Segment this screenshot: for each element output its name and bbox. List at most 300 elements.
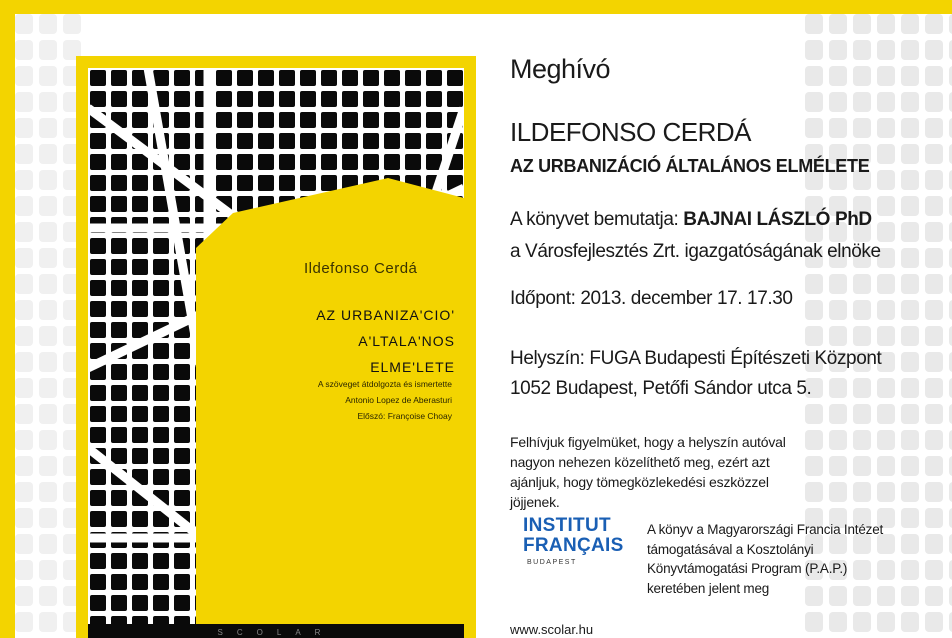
map-block	[279, 175, 295, 191]
background-block	[925, 326, 943, 346]
background-block	[901, 612, 919, 632]
background-block	[901, 482, 919, 502]
background-block	[877, 274, 895, 294]
map-block	[153, 259, 169, 275]
map-block	[111, 574, 127, 590]
background-block	[829, 66, 847, 86]
map-block	[90, 553, 106, 569]
background-block	[925, 378, 943, 398]
background-block	[901, 144, 919, 164]
map-block	[426, 133, 442, 149]
book-cover-credits	[272, 376, 452, 424]
map-block	[174, 469, 190, 485]
map-block	[363, 91, 379, 107]
background-block	[39, 404, 57, 424]
map-block	[174, 406, 190, 422]
background-block	[15, 352, 33, 372]
background-block	[15, 586, 33, 606]
map-block	[90, 322, 106, 338]
background-block	[15, 222, 33, 242]
map-block	[300, 112, 316, 128]
background-block	[39, 430, 57, 450]
background-block	[853, 456, 871, 476]
background-block	[15, 508, 33, 528]
background-block	[853, 404, 871, 424]
background-block	[15, 482, 33, 502]
background-block	[829, 326, 847, 346]
map-block	[153, 427, 169, 443]
background-block	[829, 118, 847, 138]
background-block	[877, 170, 895, 190]
background-block	[805, 66, 823, 86]
map-block	[153, 70, 169, 86]
map-block	[447, 91, 463, 107]
map-block	[300, 91, 316, 107]
map-block	[132, 406, 148, 422]
background-block	[877, 196, 895, 216]
book-cover-credit-line: A szöveget átdolgozta és ismertette	[317, 379, 452, 389]
background-block	[853, 482, 871, 502]
map-block	[321, 133, 337, 149]
background-block	[15, 66, 33, 86]
background-block	[877, 222, 895, 242]
background-block	[15, 118, 33, 138]
background-block	[15, 326, 33, 346]
map-block	[90, 238, 106, 254]
logo-line: INSTITUT	[523, 515, 611, 536]
background-block	[39, 14, 57, 34]
background-block	[15, 170, 33, 190]
map-block	[132, 574, 148, 590]
background-block	[15, 612, 33, 632]
presenter-prefix: A könyvet bemutatja:	[510, 209, 684, 230]
map-block	[111, 427, 127, 443]
background-block	[853, 92, 871, 112]
background-block	[39, 612, 57, 632]
map-block	[90, 70, 106, 86]
background-block	[877, 430, 895, 450]
background-block	[901, 196, 919, 216]
background-block	[853, 66, 871, 86]
map-block	[90, 595, 106, 611]
background-block	[805, 274, 823, 294]
background-block	[901, 14, 919, 34]
background-block	[829, 92, 847, 112]
background-block	[901, 586, 919, 606]
map-block	[90, 427, 106, 443]
background-block	[925, 118, 943, 138]
background-block	[39, 534, 57, 554]
background-block	[39, 456, 57, 476]
map-block	[321, 175, 337, 191]
map-block	[258, 112, 274, 128]
map-block	[258, 133, 274, 149]
background-block	[829, 14, 847, 34]
book-cover-author: Ildefonso Cerdá	[304, 260, 418, 277]
map-block	[426, 91, 442, 107]
map-block	[132, 91, 148, 107]
background-block	[925, 508, 943, 528]
map-block	[174, 154, 190, 170]
background-block	[901, 352, 919, 372]
map-block	[321, 70, 337, 86]
background-block	[925, 14, 943, 34]
background-block	[925, 482, 943, 502]
background-block	[39, 40, 57, 60]
map-block	[90, 574, 106, 590]
map-block	[132, 175, 148, 191]
map-block	[153, 343, 169, 359]
background-block	[877, 326, 895, 346]
invitation-heading: Meghívó	[510, 54, 611, 84]
map-block	[90, 469, 106, 485]
map-block	[153, 280, 169, 296]
background-block	[853, 430, 871, 450]
book-cover-credit-line: Előszó: Françoise Choay	[357, 411, 452, 421]
map-block	[132, 238, 148, 254]
background-block	[15, 430, 33, 450]
map-block	[132, 511, 148, 527]
background-block	[925, 430, 943, 450]
map-block	[132, 301, 148, 317]
background-block	[925, 196, 943, 216]
background-block	[877, 456, 895, 476]
background-block	[39, 560, 57, 580]
map-block	[111, 322, 127, 338]
map-block	[363, 70, 379, 86]
background-block	[853, 326, 871, 346]
book-cover-title-line: A'LTALA'NOS ELME'LETE	[358, 333, 455, 375]
background-block	[15, 40, 33, 60]
background-block	[805, 92, 823, 112]
map-block	[342, 112, 358, 128]
map-block	[174, 385, 190, 401]
background-block	[805, 326, 823, 346]
background-block	[829, 300, 847, 320]
map-block	[153, 238, 169, 254]
background-block	[805, 14, 823, 34]
background-block	[39, 586, 57, 606]
map-block	[111, 259, 127, 275]
map-block	[90, 301, 106, 317]
background-block	[805, 40, 823, 60]
background-block	[877, 612, 895, 632]
presenter-name: BAJNAI LÁSZLÓ PhD	[683, 209, 872, 230]
map-block	[153, 385, 169, 401]
map-block	[111, 448, 127, 464]
map-block	[90, 154, 106, 170]
map-block	[363, 154, 379, 170]
background-block	[15, 144, 33, 164]
institut-francais-logo	[523, 516, 633, 566]
map-block	[111, 280, 127, 296]
map-block	[174, 133, 190, 149]
map-block	[132, 385, 148, 401]
event-venue: Helyszín: FUGA Budapesti Építészeti Központ	[510, 348, 882, 369]
background-block	[925, 40, 943, 60]
map-block	[90, 385, 106, 401]
map-block	[384, 70, 400, 86]
map-block	[174, 343, 190, 359]
map-block	[237, 112, 253, 128]
map-block	[174, 553, 190, 569]
background-block	[853, 14, 871, 34]
map-block	[174, 112, 190, 128]
map-block	[279, 70, 295, 86]
background-block	[39, 66, 57, 86]
map-block	[90, 280, 106, 296]
background-block	[829, 404, 847, 424]
background-block	[39, 482, 57, 502]
background-block	[877, 404, 895, 424]
map-block	[153, 448, 169, 464]
map-block	[111, 196, 127, 212]
background-block	[853, 378, 871, 398]
map-block	[216, 70, 232, 86]
background-block	[901, 92, 919, 112]
map-block	[174, 595, 190, 611]
event-author-name: ILDEFONSO CERDÁ	[510, 117, 751, 147]
map-block	[111, 490, 127, 506]
background-block	[925, 586, 943, 606]
background-block	[901, 534, 919, 554]
map-block	[111, 595, 127, 611]
map-block	[132, 427, 148, 443]
map-block	[405, 154, 421, 170]
map-block	[153, 406, 169, 422]
background-block	[853, 274, 871, 294]
map-block	[90, 196, 106, 212]
background-block	[15, 248, 33, 268]
background-block	[925, 170, 943, 190]
background-block	[39, 170, 57, 190]
background-block	[901, 300, 919, 320]
background-block	[901, 274, 919, 294]
map-block	[342, 154, 358, 170]
background-block	[925, 300, 943, 320]
background-block	[925, 144, 943, 164]
background-block	[853, 40, 871, 60]
background-block	[39, 248, 57, 268]
map-block	[300, 70, 316, 86]
background-block	[901, 430, 919, 450]
map-block	[174, 70, 190, 86]
map-block	[111, 364, 127, 380]
map-block	[111, 385, 127, 401]
background-block	[901, 222, 919, 242]
map-block	[111, 91, 127, 107]
map-block	[132, 448, 148, 464]
map-block	[111, 511, 127, 527]
map-block	[363, 133, 379, 149]
background-block	[925, 612, 943, 632]
map-block	[237, 175, 253, 191]
map-block	[174, 427, 190, 443]
map-block	[153, 364, 169, 380]
map-block	[342, 91, 358, 107]
background-block	[829, 430, 847, 450]
background-block	[925, 92, 943, 112]
background-block	[39, 508, 57, 528]
map-block	[174, 91, 190, 107]
background-block	[63, 14, 81, 34]
map-block	[258, 154, 274, 170]
book-cover-title	[285, 302, 455, 380]
event-book-title: AZ URBANIZÁCIÓ ÁLTALÁNOS ELMÉLETE	[510, 156, 870, 176]
map-block	[153, 469, 169, 485]
background-block	[15, 274, 33, 294]
background-block	[15, 14, 33, 34]
map-block	[174, 448, 190, 464]
map-block	[153, 553, 169, 569]
background-block	[15, 196, 33, 216]
map-block	[384, 133, 400, 149]
background-block	[925, 560, 943, 580]
map-block	[237, 154, 253, 170]
event-address: 1052 Budapest, Petőfi Sándor utca 5.	[510, 378, 812, 399]
support-note: A könyv a Magyarországi Francia Intézet támogatásával a Kosztolányi Könyvtámogatási Program (P.A.P.) keretében jelent meg	[647, 522, 884, 596]
presenter-role: a Városfejlesztés Zrt. igazgatóságának elnöke	[510, 241, 881, 262]
background-block	[15, 560, 33, 580]
map-block	[216, 112, 232, 128]
background-block	[829, 456, 847, 476]
book-cover-title-line: AZ URBANIZA'CIO'	[316, 307, 455, 323]
background-block	[39, 274, 57, 294]
background-block	[901, 404, 919, 424]
map-block	[132, 112, 148, 128]
background-block	[39, 222, 57, 242]
map-block	[111, 301, 127, 317]
background-block	[39, 144, 57, 164]
map-block	[111, 70, 127, 86]
map-block	[111, 406, 127, 422]
map-block	[258, 175, 274, 191]
background-block	[901, 248, 919, 268]
map-block	[279, 112, 295, 128]
background-block	[925, 66, 943, 86]
map-block	[90, 511, 106, 527]
map-block	[237, 133, 253, 149]
map-block	[363, 112, 379, 128]
background-block	[805, 612, 823, 632]
map-block	[216, 154, 232, 170]
map-block	[153, 574, 169, 590]
map-block	[216, 175, 232, 191]
background-block	[925, 534, 943, 554]
book-cover-publisher: SCOLAR	[217, 628, 335, 637]
map-block	[342, 70, 358, 86]
background-block	[925, 352, 943, 372]
background-block	[39, 352, 57, 372]
background-block	[901, 40, 919, 60]
map-block	[258, 70, 274, 86]
background-block	[15, 92, 33, 112]
map-block	[426, 70, 442, 86]
background-block	[877, 378, 895, 398]
background-block	[15, 300, 33, 320]
map-block	[300, 154, 316, 170]
map-block	[405, 91, 421, 107]
background-block	[39, 378, 57, 398]
map-block	[237, 70, 253, 86]
map-block	[426, 112, 442, 128]
map-block	[447, 70, 463, 86]
map-block	[384, 91, 400, 107]
map-block	[90, 91, 106, 107]
background-block	[901, 378, 919, 398]
background-block	[15, 456, 33, 476]
background-block	[901, 326, 919, 346]
map-block	[405, 70, 421, 86]
map-block	[405, 133, 421, 149]
map-block	[111, 175, 127, 191]
background-block	[877, 66, 895, 86]
map-block	[321, 91, 337, 107]
background-block	[901, 456, 919, 476]
background-block	[15, 378, 33, 398]
map-block	[153, 595, 169, 611]
map-block	[174, 364, 190, 380]
background-block	[853, 300, 871, 320]
background-block	[39, 196, 57, 216]
map-block	[90, 259, 106, 275]
map-block	[90, 406, 106, 422]
map-block	[111, 154, 127, 170]
map-block	[174, 490, 190, 506]
map-block	[132, 259, 148, 275]
logo-line: FRANÇAIS	[523, 535, 624, 556]
background-block	[877, 482, 895, 502]
map-block	[132, 595, 148, 611]
background-block	[925, 248, 943, 268]
background-block	[877, 14, 895, 34]
map-block	[132, 280, 148, 296]
background-block	[805, 404, 823, 424]
map-block	[279, 154, 295, 170]
book-cover-credit-line: Antonio Lopez de Aberasturi	[345, 395, 452, 405]
map-block	[279, 133, 295, 149]
background-block	[901, 170, 919, 190]
map-block	[321, 112, 337, 128]
background-block	[901, 66, 919, 86]
background-block	[901, 508, 919, 528]
map-block	[132, 553, 148, 569]
map-block	[153, 301, 169, 317]
map-block	[90, 133, 106, 149]
logo-line: BUDAPEST	[527, 559, 577, 566]
background-block	[39, 326, 57, 346]
background-block	[925, 222, 943, 242]
website-link[interactable]: www.scolar.hu	[510, 622, 594, 637]
map-block	[216, 91, 232, 107]
background-block	[853, 612, 871, 632]
background-block	[925, 404, 943, 424]
map-block	[90, 490, 106, 506]
background-block	[925, 274, 943, 294]
background-block	[829, 274, 847, 294]
transport-note: Felhívjuk figyelmüket, hogy a helyszín autóval nagyon nehezen közelíthető meg, ezért azt ajánljuk, hogy tömegközlekedési eszközzel jöjjenek.	[510, 434, 786, 510]
background-block	[901, 560, 919, 580]
map-block	[384, 154, 400, 170]
map-block	[300, 133, 316, 149]
background-block	[39, 118, 57, 138]
background-block	[829, 378, 847, 398]
background-block	[877, 144, 895, 164]
map-block	[90, 175, 106, 191]
presenter-line	[510, 209, 872, 231]
background-block	[15, 404, 33, 424]
map-block	[132, 196, 148, 212]
